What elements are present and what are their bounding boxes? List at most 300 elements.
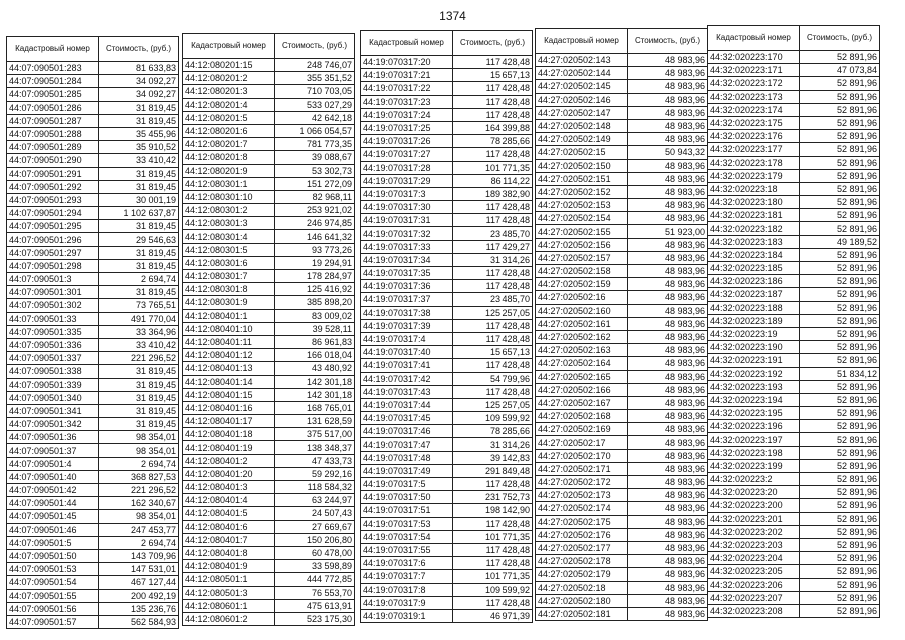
- cadastral-number-cell: 44:19:070317:40: [361, 346, 453, 359]
- cadastral-number-cell: 44:32:020223:188: [708, 301, 800, 314]
- cadastral-number-cell: 44:19:070317:35: [361, 267, 453, 280]
- cadastral-number-cell: 44:19:070317:33: [361, 240, 453, 253]
- table-row: [183, 599, 355, 612]
- cost-cell: 78 285,66: [453, 135, 533, 148]
- cost-cell: 31 819,45: [99, 101, 179, 114]
- table-row: [708, 367, 880, 380]
- cadastral-number-cell: 44:27:020502:158: [536, 265, 628, 278]
- cost-cell: 138 348,37: [275, 441, 355, 454]
- table-row: [7, 312, 179, 325]
- table-row: [183, 164, 355, 177]
- cost-cell: 101 771,35: [453, 161, 533, 174]
- cost-cell: 48 983,96: [628, 370, 708, 383]
- cadastral-number-cell: 44:32:020223:2: [708, 473, 800, 486]
- table-row: [708, 314, 880, 327]
- cost-cell: 31 819,45: [99, 167, 179, 180]
- cadastral-number-cell: 44:27:020502:144: [536, 67, 628, 80]
- cost-cell: 51 834,12: [800, 367, 880, 380]
- cost-cell: 117 428,48: [453, 95, 533, 108]
- cost-cell: 221 296,52: [99, 352, 179, 365]
- cadastral-number-cell: 44:27:020502:155: [536, 225, 628, 238]
- table-row: [708, 446, 880, 459]
- table-row: [536, 199, 708, 212]
- table-row: [536, 212, 708, 225]
- cost-cell: 101 771,35: [453, 570, 533, 583]
- cadastral-number-cell: 44:27:020502:169: [536, 423, 628, 436]
- table-row: [7, 470, 179, 483]
- cost-cell: 444 772,85: [275, 573, 355, 586]
- header-cadastral-number: Кадастровый номер: [536, 29, 628, 54]
- cadastral-number-cell: 44:32:020223:20: [708, 486, 800, 499]
- cadastral-number-cell: 44:27:020502:178: [536, 555, 628, 568]
- table-row: [361, 609, 533, 622]
- table-header-row: [183, 34, 355, 59]
- cadastral-number-cell: 44:19:070317:45: [361, 412, 453, 425]
- table-row: [708, 196, 880, 209]
- cadastral-number-cell: 44:27:020502:151: [536, 172, 628, 185]
- cost-cell: 48 983,96: [628, 93, 708, 106]
- cost-cell: 2 694,74: [99, 536, 179, 549]
- cadastral-number-cell: 44:27:020502:171: [536, 462, 628, 475]
- cost-cell: 52 891,96: [800, 116, 880, 129]
- cost-cell: 385 898,20: [275, 296, 355, 309]
- cost-cell: 34 092,27: [99, 88, 179, 101]
- cost-cell: 125 257,05: [453, 306, 533, 319]
- cadastral-number-cell: 44:27:020502:161: [536, 317, 628, 330]
- cadastral-number-cell: 44:12:080401:14: [183, 375, 275, 388]
- cost-cell: 86 961,83: [275, 335, 355, 348]
- table-row: [7, 325, 179, 338]
- cost-cell: 48 983,96: [628, 489, 708, 502]
- table-row: [7, 352, 179, 365]
- cadastral-number-cell: 44:19:070317:26: [361, 135, 453, 148]
- cost-cell: 125 416,92: [275, 283, 355, 296]
- table-row: [7, 536, 179, 549]
- table-row: [708, 156, 880, 169]
- cadastral-number-cell: 44:27:020502:149: [536, 133, 628, 146]
- cost-cell: 48 983,96: [628, 528, 708, 541]
- cadastral-number-cell: 44:32:020223:187: [708, 288, 800, 301]
- table-row: [7, 127, 179, 140]
- cost-cell: 117 428,48: [453, 82, 533, 95]
- cost-cell: 52 891,96: [800, 262, 880, 275]
- cost-cell: 52 891,96: [800, 433, 880, 446]
- cadastral-number-cell: 44:07:090501:42: [7, 484, 99, 497]
- table-row: [183, 190, 355, 203]
- cost-cell: 125 257,05: [453, 398, 533, 411]
- cost-cell: 48 983,96: [628, 449, 708, 462]
- cost-cell: 52 891,96: [800, 578, 880, 591]
- table-row: [708, 77, 880, 90]
- cost-cell: 143 709,96: [99, 549, 179, 562]
- table-row: [7, 589, 179, 602]
- cadastral-number-cell: 44:19:070317:3: [361, 187, 453, 200]
- cadastral-number-cell: 44:12:080201:15: [183, 59, 275, 72]
- cadastral-number-cell: 44:12:080301:4: [183, 230, 275, 243]
- table-row: [536, 502, 708, 515]
- cost-cell: 48 983,96: [628, 251, 708, 264]
- cost-cell: 31 819,45: [99, 180, 179, 193]
- cadastral-number-cell: 44:27:020502:145: [536, 80, 628, 93]
- cadastral-number-cell: 44:07:090501:288: [7, 127, 99, 140]
- table-row: [361, 372, 533, 385]
- cadastral-number-cell: 44:32:020223:171: [708, 64, 800, 77]
- cost-cell: 109 599,92: [453, 412, 533, 425]
- table-header-row: [7, 37, 179, 62]
- cadastral-number-cell: 44:32:020223:190: [708, 341, 800, 354]
- table-header-row: [361, 31, 533, 56]
- cost-cell: 52 891,96: [800, 525, 880, 538]
- table-header-row: [536, 29, 708, 54]
- table-row: [708, 578, 880, 591]
- cost-cell: 31 819,45: [99, 365, 179, 378]
- cost-cell: 52 891,96: [800, 248, 880, 261]
- table-row: [7, 62, 179, 75]
- cadastral-number-cell: 44:07:090501:57: [7, 615, 99, 628]
- cadastral-number-cell: 44:12:080501:3: [183, 586, 275, 599]
- table-row: [361, 95, 533, 108]
- table-row: [536, 528, 708, 541]
- table-row: [7, 378, 179, 391]
- table-row: [183, 467, 355, 480]
- cadastral-number-cell: 44:19:070317:55: [361, 543, 453, 556]
- table-row: [183, 494, 355, 507]
- page-number: 1374: [439, 9, 466, 23]
- header-cost: Стоимость, (руб.): [628, 29, 708, 54]
- cadastral-number-cell: 44:07:090501:40: [7, 470, 99, 483]
- cost-cell: 475 613,91: [275, 599, 355, 612]
- cost-cell: 52 891,96: [800, 538, 880, 551]
- cost-cell: 48 983,96: [628, 133, 708, 146]
- cost-cell: 253 921,02: [275, 204, 355, 217]
- table-row: [183, 428, 355, 441]
- cadastral-number-cell: 44:32:020223:198: [708, 446, 800, 459]
- table-row: [361, 121, 533, 134]
- cadastral-number-cell: 44:12:080201:4: [183, 98, 275, 111]
- cost-cell: 117 428,48: [453, 557, 533, 570]
- table-row: [708, 341, 880, 354]
- cadastral-number-cell: 44:12:080401:15: [183, 388, 275, 401]
- cost-cell: 48 983,96: [628, 212, 708, 225]
- table-row: [536, 106, 708, 119]
- cadastral-number-cell: 44:19:070317:46: [361, 425, 453, 438]
- cadastral-number-cell: 44:32:020223:203: [708, 538, 800, 551]
- table-row: [536, 159, 708, 172]
- table-row: [7, 484, 179, 497]
- table-row: [361, 570, 533, 583]
- cadastral-number-cell: 44:07:090501:33: [7, 312, 99, 325]
- table-row: [183, 546, 355, 559]
- cost-cell: 178 284,97: [275, 270, 355, 283]
- table-row: [361, 240, 533, 253]
- cost-cell: 117 429,27: [453, 240, 533, 253]
- cost-cell: 60 478,00: [275, 546, 355, 559]
- table-row: [361, 267, 533, 280]
- cadastral-number-cell: 44:07:090501:336: [7, 338, 99, 351]
- cost-cell: 52 891,96: [800, 552, 880, 565]
- table-row: [536, 396, 708, 409]
- cadastral-number-cell: 44:32:020223:177: [708, 143, 800, 156]
- cost-cell: 146 641,32: [275, 230, 355, 243]
- table-row: [7, 549, 179, 562]
- cost-cell: 52 891,96: [800, 604, 880, 617]
- table-row: [361, 464, 533, 477]
- cadastral-number-cell: 44:32:020223:179: [708, 169, 800, 182]
- cadastral-number-cell: 44:19:070317:30: [361, 201, 453, 214]
- table-row: [7, 444, 179, 457]
- table-row: [7, 220, 179, 233]
- cadastral-number-cell: 44:32:020223:180: [708, 196, 800, 209]
- cost-cell: 48 983,96: [628, 159, 708, 172]
- cadastral-number-cell: 44:07:090501:46: [7, 523, 99, 536]
- table-row: [361, 332, 533, 345]
- table-row: [7, 193, 179, 206]
- cost-cell: 52 891,96: [800, 393, 880, 406]
- cost-cell: 33 364,96: [99, 325, 179, 338]
- table-row: [183, 111, 355, 124]
- cadastral-number-cell: 44:19:070317:31: [361, 214, 453, 227]
- table-row: [708, 327, 880, 340]
- table-row: [183, 533, 355, 546]
- cadastral-number-cell: 44:12:080301:6: [183, 256, 275, 269]
- cadastral-number-cell: 44:07:090501:293: [7, 193, 99, 206]
- cadastral-number-cell: 44:12:080401:5: [183, 507, 275, 520]
- cost-cell: 31 819,45: [99, 391, 179, 404]
- cadastral-number-cell: 44:32:020223:178: [708, 156, 800, 169]
- table-row: [708, 354, 880, 367]
- cadastral-number-cell: 44:12:080301:2: [183, 204, 275, 217]
- cadastral-number-cell: 44:19:070317:22: [361, 82, 453, 95]
- cost-cell: 189 382,90: [453, 187, 533, 200]
- cadastral-number-cell: 44:32:020223:185: [708, 262, 800, 275]
- table-row: [361, 359, 533, 372]
- table-row: [183, 217, 355, 230]
- cost-cell: 78 285,66: [453, 425, 533, 438]
- table-row: [361, 346, 533, 359]
- cost-cell: 162 340,67: [99, 497, 179, 510]
- table-row: [361, 451, 533, 464]
- table-row: [536, 410, 708, 423]
- cost-cell: 48 983,96: [628, 344, 708, 357]
- cadastral-number-cell: 44:07:090501:291: [7, 167, 99, 180]
- cost-cell: 710 703,05: [275, 85, 355, 98]
- cadastral-number-cell: 44:27:020502:162: [536, 330, 628, 343]
- cost-cell: 48 983,96: [628, 330, 708, 343]
- cost-cell: 48 983,96: [628, 304, 708, 317]
- cost-cell: 48 983,96: [628, 199, 708, 212]
- table-row: [708, 552, 880, 565]
- cost-cell: 15 657,13: [453, 69, 533, 82]
- cost-cell: 2 694,74: [99, 457, 179, 470]
- cadastral-number-cell: 44:19:070317:54: [361, 530, 453, 543]
- cost-table-4: [535, 28, 708, 621]
- table-row: [536, 317, 708, 330]
- cost-cell: 31 314,26: [453, 438, 533, 451]
- cadastral-number-cell: 44:12:080301:3: [183, 217, 275, 230]
- table-row: [708, 288, 880, 301]
- table-header-row: [708, 26, 880, 51]
- table-row: [361, 201, 533, 214]
- cost-cell: 51 923,00: [628, 225, 708, 238]
- table-row: [7, 615, 179, 628]
- cadastral-number-cell: 44:19:070317:41: [361, 359, 453, 372]
- cost-cell: 48 983,96: [628, 185, 708, 198]
- cost-cell: 31 819,45: [99, 378, 179, 391]
- cadastral-number-cell: 44:27:020502:156: [536, 238, 628, 251]
- table-row: [361, 412, 533, 425]
- cost-cell: 117 428,48: [453, 478, 533, 491]
- cadastral-number-cell: 44:27:020502:172: [536, 476, 628, 489]
- table-row: [183, 322, 355, 335]
- cost-cell: 34 092,27: [99, 75, 179, 88]
- table-row: [536, 67, 708, 80]
- cadastral-number-cell: 44:12:080401:20: [183, 467, 275, 480]
- cost-cell: 48 983,96: [628, 54, 708, 67]
- table-row: [361, 504, 533, 517]
- cost-cell: 52 891,96: [800, 473, 880, 486]
- header-cost: Стоимость, (руб.): [800, 26, 880, 51]
- cadastral-number-cell: 44:12:080201:2: [183, 72, 275, 85]
- cost-cell: 198 142,90: [453, 504, 533, 517]
- cost-cell: 117 428,48: [453, 517, 533, 530]
- cost-cell: 131 628,59: [275, 415, 355, 428]
- table-row: [361, 491, 533, 504]
- cadastral-number-cell: 44:19:070317:6: [361, 557, 453, 570]
- cost-cell: 52 891,96: [800, 354, 880, 367]
- cost-cell: 83 009,02: [275, 309, 355, 322]
- header-cadastral-number: Кадастровый номер: [7, 37, 99, 62]
- cadastral-number-cell: 44:12:080401:10: [183, 322, 275, 335]
- cadastral-number-cell: 44:07:090501:3: [7, 273, 99, 286]
- cost-cell: 1 102 637,87: [99, 207, 179, 220]
- cadastral-number-cell: 44:07:090501:341: [7, 404, 99, 417]
- cost-cell: 31 819,45: [99, 220, 179, 233]
- cost-cell: 200 492,19: [99, 589, 179, 602]
- cost-cell: 52 891,96: [800, 327, 880, 340]
- cadastral-number-cell: 44:12:080201:9: [183, 164, 275, 177]
- table-row: [536, 607, 708, 620]
- table-row: [183, 309, 355, 322]
- cadastral-number-cell: 44:19:070317:49: [361, 464, 453, 477]
- cadastral-number-cell: 44:32:020223:202: [708, 525, 800, 538]
- cost-cell: 52 891,96: [800, 103, 880, 116]
- cost-cell: 48 983,96: [628, 581, 708, 594]
- header-cadastral-number: Кадастровый номер: [183, 34, 275, 59]
- cadastral-number-cell: 44:07:090501:292: [7, 180, 99, 193]
- cadastral-number-cell: 44:27:020502:157: [536, 251, 628, 264]
- cadastral-number-cell: 44:27:020502:167: [536, 396, 628, 409]
- cadastral-number-cell: 44:32:020223:201: [708, 512, 800, 525]
- cadastral-number-cell: 44:19:070317:8: [361, 583, 453, 596]
- cost-cell: 52 891,96: [800, 51, 880, 64]
- cost-cell: 117 428,48: [453, 148, 533, 161]
- cadastral-number-cell: 44:32:020223:195: [708, 407, 800, 420]
- table-row: [7, 563, 179, 576]
- cost-cell: 48 983,96: [628, 357, 708, 370]
- cadastral-number-cell: 44:12:080201:7: [183, 138, 275, 151]
- cadastral-number-cell: 44:19:070317:43: [361, 385, 453, 398]
- cost-cell: 52 891,96: [800, 222, 880, 235]
- cadastral-number-cell: 44:07:090501:294: [7, 207, 99, 220]
- cadastral-number-cell: 44:07:090501:284: [7, 75, 99, 88]
- table-row: [536, 383, 708, 396]
- cadastral-number-cell: 44:32:020223:208: [708, 604, 800, 617]
- cadastral-number-cell: 44:12:080401:9: [183, 560, 275, 573]
- cadastral-number-cell: 44:07:090501:297: [7, 246, 99, 259]
- table-row: [183, 612, 355, 625]
- table-row: [361, 478, 533, 491]
- table-row: [708, 116, 880, 129]
- cost-cell: 48 983,96: [628, 423, 708, 436]
- cadastral-number-cell: 44:32:020223:176: [708, 130, 800, 143]
- cost-cell: 48 983,96: [628, 106, 708, 119]
- table-row: [7, 365, 179, 378]
- cost-cell: 98 354,01: [99, 444, 179, 457]
- table-row: [536, 436, 708, 449]
- cadastral-number-cell: 44:19:070317:44: [361, 398, 453, 411]
- table-row: [7, 431, 179, 444]
- table-row: [361, 596, 533, 609]
- cost-cell: 52 891,96: [800, 459, 880, 472]
- table-row: [536, 370, 708, 383]
- table-row: [7, 207, 179, 220]
- table-row: [708, 591, 880, 604]
- table-row: [7, 75, 179, 88]
- table-row: [183, 415, 355, 428]
- cost-cell: 48 983,96: [628, 568, 708, 581]
- table-row: [7, 391, 179, 404]
- cadastral-number-cell: 44:12:080401:18: [183, 428, 275, 441]
- cost-cell: 43 480,92: [275, 362, 355, 375]
- table-row: [7, 602, 179, 615]
- cadastral-number-cell: 44:12:080401:2: [183, 454, 275, 467]
- cost-cell: 52 891,96: [800, 341, 880, 354]
- cadastral-number-cell: 44:07:090501:289: [7, 141, 99, 154]
- table-row: [183, 296, 355, 309]
- cost-cell: 48 983,96: [628, 607, 708, 620]
- cadastral-number-cell: 44:07:090501:340: [7, 391, 99, 404]
- table-row: [361, 583, 533, 596]
- table-row: [536, 80, 708, 93]
- cost-cell: 533 027,29: [275, 98, 355, 111]
- table-row: [536, 225, 708, 238]
- cost-cell: 168 765,01: [275, 401, 355, 414]
- table-row: [361, 438, 533, 451]
- table-row: [183, 349, 355, 362]
- table-row: [183, 586, 355, 599]
- table-row: [708, 433, 880, 446]
- cadastral-number-cell: 44:12:080301:5: [183, 243, 275, 256]
- cost-cell: 52 891,96: [800, 156, 880, 169]
- cadastral-number-cell: 44:12:080201:8: [183, 151, 275, 164]
- cadastral-number-cell: 44:27:020502:179: [536, 568, 628, 581]
- cadastral-number-cell: 44:27:020502:173: [536, 489, 628, 502]
- cadastral-number-cell: 44:27:020502:143: [536, 54, 628, 67]
- cadastral-number-cell: 44:12:080401:4: [183, 494, 275, 507]
- cost-cell: 52 891,96: [800, 275, 880, 288]
- cadastral-number-cell: 44:27:020502:154: [536, 212, 628, 225]
- cost-cell: 31 819,45: [99, 246, 179, 259]
- table-row: [708, 130, 880, 143]
- table-row: [361, 517, 533, 530]
- table-row: [708, 248, 880, 261]
- cost-cell: 164 399,88: [453, 121, 533, 134]
- cost-cell: 147 531,01: [99, 563, 179, 576]
- cadastral-number-cell: 44:32:020223:174: [708, 103, 800, 116]
- table-row: [361, 108, 533, 121]
- cadastral-number-cell: 44:07:090501:302: [7, 299, 99, 312]
- cadastral-number-cell: 44:19:070317:21: [361, 69, 453, 82]
